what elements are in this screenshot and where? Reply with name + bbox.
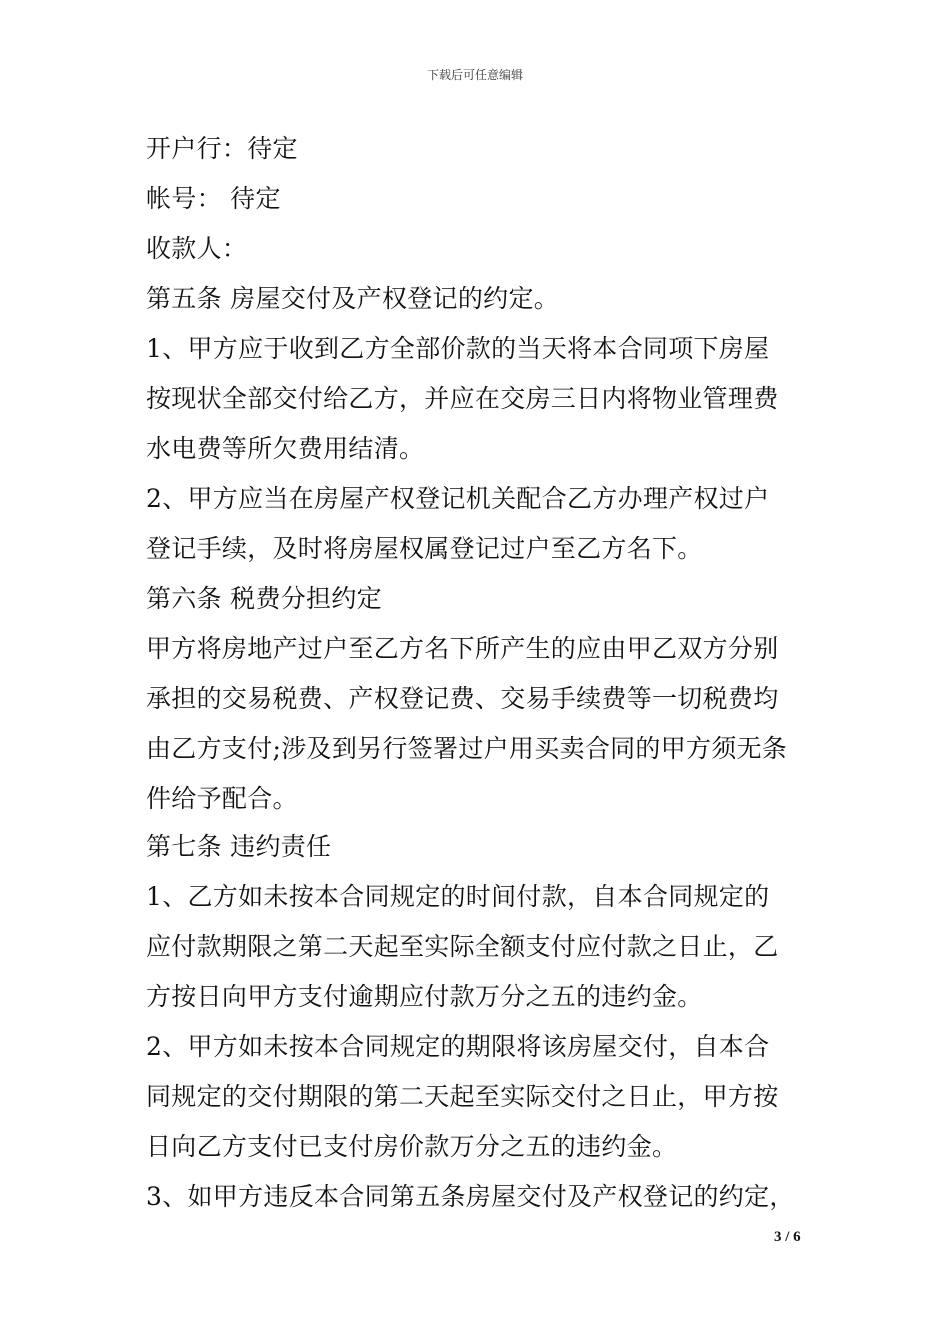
text-line: 2、甲方应当在房屋产权登记机关配合乙方办理产权过户 [146, 484, 770, 513]
text-line: 按现状全部交付给乙方，并应在交房三日内将物业管理费 [146, 384, 779, 413]
text-line: 1、甲方应于收到乙方全部价款的当天将本合同项下房屋 [146, 334, 770, 363]
text-line: 水电费等所欠费用结清。 [146, 434, 425, 463]
text-line: 件给予配合。 [146, 784, 298, 813]
text-line: 开户行：待定 [146, 134, 298, 163]
text-line: 3、如甲方违反本合同第五条房屋交付及产权登记的约定， [146, 1182, 795, 1211]
text-line: 日向乙方支付已支付房价款万分之五的违约金。 [146, 1132, 678, 1161]
text-line: 1、乙方如未按本合同规定的时间付款，自本合同规定的 [146, 882, 770, 911]
text-line: 由乙方支付;涉及到另行签署过户用买卖合同的甲方须无条 [146, 734, 788, 763]
text-line: 帐号： 待定 [146, 184, 281, 213]
section-heading: 第五条 房屋交付及产权登记的约定。 [146, 284, 560, 313]
text-line: 应付款期限之第二天起至实际全额支付应付款之日止，乙 [146, 932, 779, 961]
text-line: 2、甲方如未按本合同规定的期限将该房屋交付，自本合 [146, 1032, 770, 1061]
text-line: 甲方将房地产过户至乙方名下所产生的应由甲乙双方分别 [146, 634, 779, 663]
text-line: 同规定的交付期限的第二天起至实际交付之日止，甲方按 [146, 1082, 779, 1111]
page-header: 下载后可任意编辑 [426, 68, 523, 82]
text-line: 方按日向甲方支付逾期应付款万分之五的违约金。 [146, 982, 703, 1011]
text-line: 承担的交易税费、产权登记费、交易手续费等一切税费均 [146, 684, 779, 713]
page-number: 3 / 6 [774, 1229, 801, 1245]
text-line: 收款人： [146, 234, 248, 263]
section-heading: 第六条 税费分担约定 [146, 584, 382, 613]
text-line: 登记手续，及时将房屋权属登记过户至乙方名下。 [146, 534, 703, 563]
section-heading: 第七条 违约责任 [146, 832, 332, 861]
